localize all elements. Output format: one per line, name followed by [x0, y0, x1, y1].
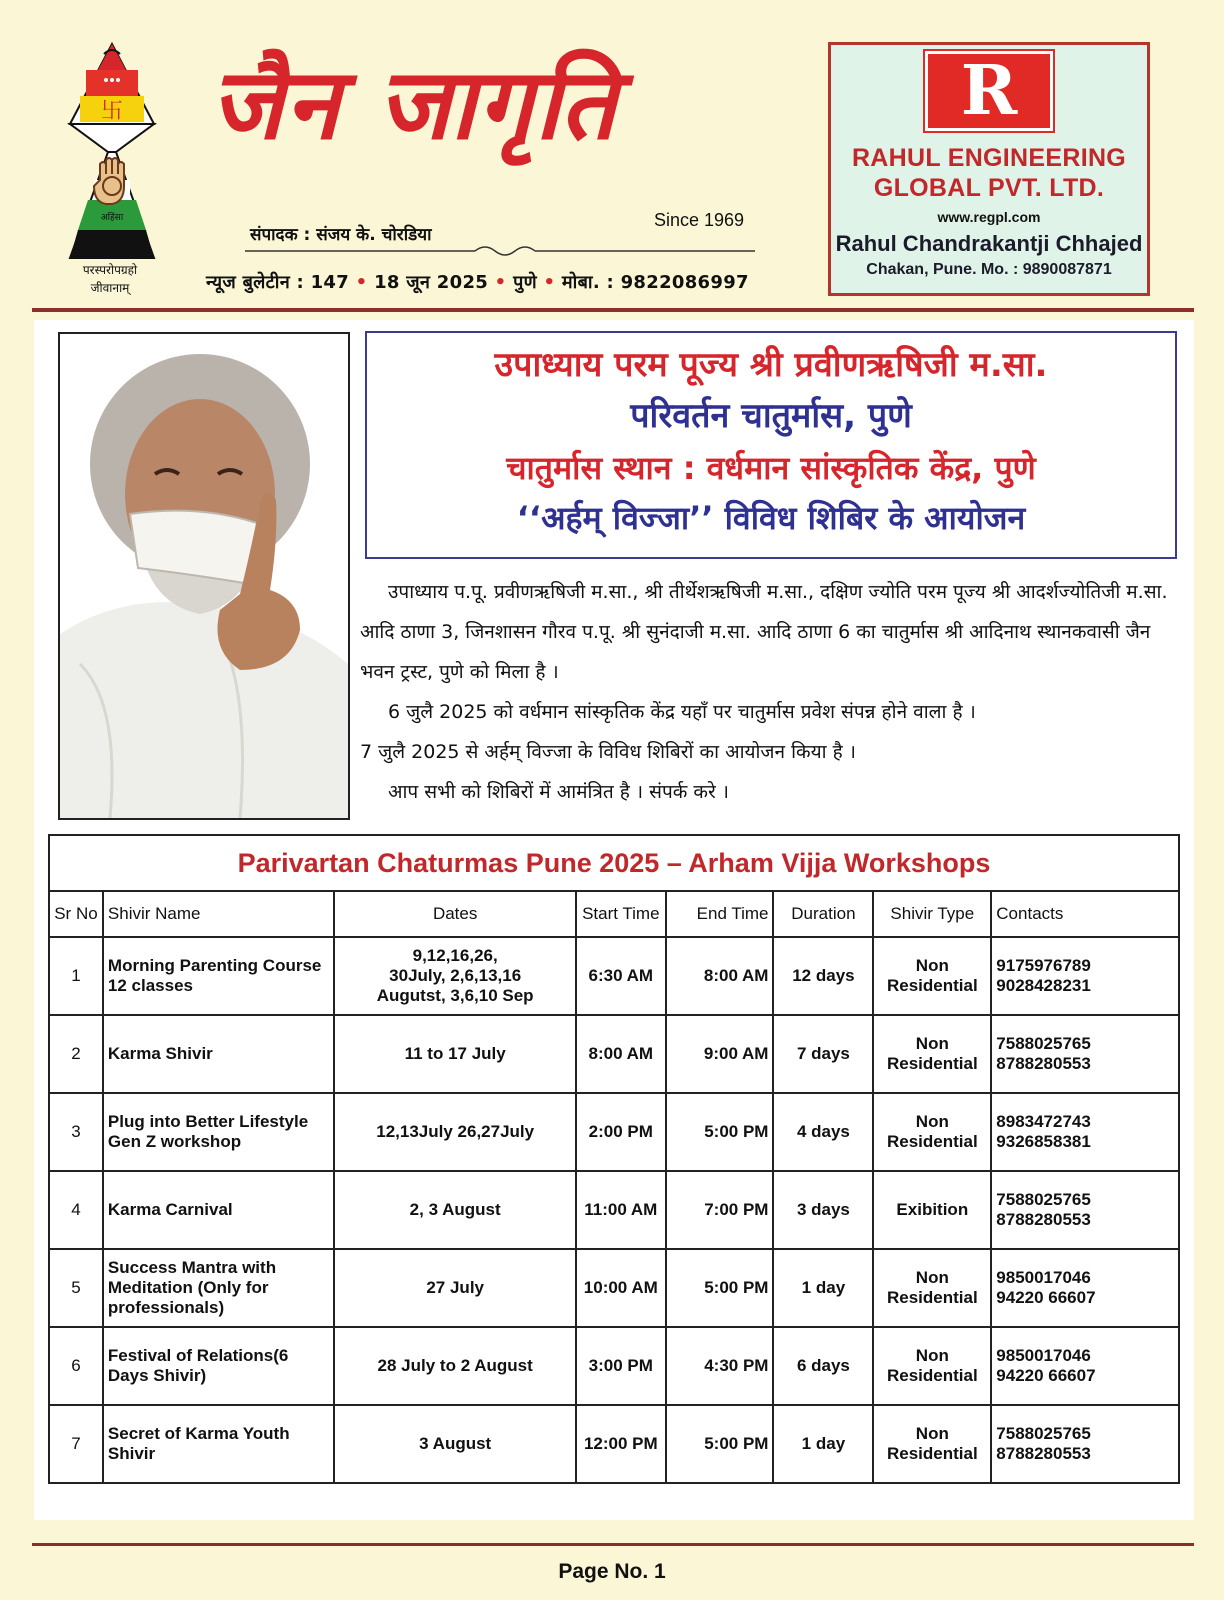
cell-shivir-name	[103, 937, 335, 1015]
cell-sr-no	[49, 937, 103, 1015]
svg-text:卐: 卐	[100, 99, 124, 124]
body-paragraph-2: 6 जुलै 2025 को वर्धमान सांस्कृतिक केंद्र यहाँ पर चातुर्मास प्रवेश संपन्न होने वाला है ।	[388, 701, 976, 723]
cell-shivir-name-line: Shivir	[107, 1444, 156, 1463]
bulletin-city: पुणे	[513, 272, 537, 293]
cell-duration-line: 12 days	[792, 966, 855, 985]
header-rule	[32, 308, 1194, 312]
cell-shivir-type-line: Non	[915, 1112, 949, 1131]
header-duration: Duration	[773, 891, 873, 937]
cell-end-time	[666, 1015, 774, 1093]
cell-duration-line: 6 days	[796, 1356, 850, 1375]
cell-duration-line: 7 days	[796, 1044, 850, 1063]
sponsor-company-line1: RAHUL ENGINEERING	[851, 144, 1127, 172]
cell-dates-line: 12,13July 26,27July	[376, 1122, 535, 1141]
cell-end-time-line: 8:00 AM	[703, 966, 769, 985]
cell-contacts	[991, 1249, 1179, 1327]
cell-contacts-line: 8788280553	[996, 1210, 1091, 1229]
cell-duration-line: 1 day	[801, 1278, 846, 1297]
bulletin-mobile: मोबा. : 9822086997	[561, 272, 749, 293]
table-caption: Parivartan Chaturmas Pune 2025 – Arham Vijja Workshops	[49, 835, 1179, 891]
cell-shivir-type	[873, 1015, 991, 1093]
table-header-row	[49, 891, 1179, 937]
cell-start-time-line: 11:00 AM	[584, 1200, 658, 1219]
cell-shivir-name-line: Days Shivir)	[107, 1366, 207, 1385]
header-contacts: Contacts	[991, 891, 1179, 937]
cell-shivir-name	[103, 1015, 335, 1093]
cell-shivir-name	[103, 1093, 335, 1171]
cell-sr-no-line: 6	[71, 1356, 81, 1375]
header-start-time: Start Time	[576, 891, 666, 937]
cell-shivir-type-line: Residential	[886, 1132, 978, 1151]
cell-shivir-type-line: Residential	[886, 1366, 978, 1385]
title-box	[365, 331, 1177, 559]
cell-shivir-name	[103, 1405, 335, 1483]
cell-sr-no	[49, 1171, 103, 1249]
cell-end-time	[666, 1171, 774, 1249]
cell-duration	[773, 1093, 873, 1171]
cell-end-time-line: 4:30 PM	[704, 1356, 769, 1375]
cell-shivir-name-line: Karma Shivir	[107, 1044, 213, 1063]
cell-start-time-line: 12:00 PM	[583, 1434, 658, 1453]
cell-duration	[773, 1171, 873, 1249]
cell-contacts-line: 9326858381	[996, 1132, 1091, 1151]
cell-duration	[773, 1327, 873, 1405]
table-row	[49, 937, 1179, 1015]
cell-start-time-line: 6:30 AM	[588, 966, 654, 985]
cell-start-time	[576, 1249, 666, 1327]
cell-shivir-name-line: Plug into Better Lifestyle	[107, 1112, 309, 1131]
sponsor-company-line2: GLOBAL PVT. LTD.	[873, 174, 1105, 202]
footer-rule	[32, 1543, 1194, 1546]
cell-start-time-line: 10:00 AM	[583, 1278, 658, 1297]
cell-sr-no	[49, 1249, 103, 1327]
cell-dates	[334, 937, 575, 1015]
bulletin-date: 18 जून 2025	[374, 272, 489, 293]
header-sr-no: Sr No	[49, 891, 103, 937]
cell-sr-no	[49, 1405, 103, 1483]
cell-duration-line: 3 days	[796, 1200, 850, 1219]
cell-shivir-name-line: Success Mantra with	[107, 1258, 277, 1277]
emblem-caption-line1: परस्परोपग्रहो	[82, 263, 138, 277]
cell-dates	[334, 1171, 575, 1249]
cell-shivir-name-line: Morning Parenting Course	[107, 956, 322, 975]
cell-dates-line: 9,12,16,26,	[412, 946, 498, 965]
cell-shivir-type-line: Residential	[886, 1288, 978, 1307]
masthead-title: जैन जागृति	[210, 47, 618, 162]
sponsor-ad	[828, 42, 1150, 296]
cell-duration	[773, 937, 873, 1015]
editor-line: संपादक : संजय के. चोरडिया	[250, 225, 432, 245]
cell-duration-line: 1 day	[801, 1434, 846, 1453]
body-paragraph-4: आप सभी को शिबिरों में आमंत्रित है । संपर्क करे ।	[388, 781, 730, 803]
cell-shivir-type	[873, 1171, 991, 1249]
cell-shivir-name	[103, 1327, 335, 1405]
sponsor-person: Rahul Chandrakantji Chhajed	[835, 231, 1143, 256]
bullet-dot: •	[543, 272, 556, 293]
cell-dates	[334, 1405, 575, 1483]
cell-start-time	[576, 1093, 666, 1171]
cell-shivir-type-line: Residential	[886, 1444, 978, 1463]
table-row	[49, 1093, 1179, 1171]
header-dates: Dates	[334, 891, 575, 937]
ornament-divider	[245, 244, 755, 258]
cell-start-time	[576, 1327, 666, 1405]
sponsor-address: Chakan, Pune. Mo. : 9890087871	[866, 261, 1112, 278]
header-shivir-name: Shivir Name	[103, 891, 335, 937]
cell-end-time-line: 5:00 PM	[704, 1278, 769, 1297]
cell-contacts	[991, 1093, 1179, 1171]
cell-shivir-name-line: 12 classes	[107, 976, 193, 995]
cell-shivir-name	[103, 1249, 335, 1327]
cell-shivir-type	[873, 1249, 991, 1327]
cell-contacts	[991, 1327, 1179, 1405]
sponsor-website: www.regpl.com	[937, 209, 1041, 225]
cell-shivir-type	[873, 1093, 991, 1171]
cell-shivir-name-line: professionals)	[107, 1298, 225, 1317]
page-number: Page No. 1	[558, 1560, 666, 1583]
cell-contacts-line: 94220 66607	[996, 1288, 1096, 1307]
bulletin-line	[206, 270, 749, 294]
cell-shivir-type-line: Non	[915, 1268, 949, 1287]
title-line2: परिवर्तन चातुर्मास, पुणे	[630, 396, 912, 436]
cell-end-time	[666, 1249, 774, 1327]
cell-shivir-name	[103, 1171, 335, 1249]
cell-end-time	[666, 937, 774, 1015]
cell-start-time	[576, 1015, 666, 1093]
cell-dates-line: 2, 3 August	[409, 1200, 501, 1219]
cell-contacts	[991, 937, 1179, 1015]
bulletin-number: न्यूज बुलेटीन : 147	[206, 272, 350, 293]
cell-sr-no-line: 1	[71, 966, 81, 985]
workshop-table	[48, 834, 1180, 1484]
cell-duration-line: 4 days	[796, 1122, 850, 1141]
cell-start-time-line: 3:00 PM	[588, 1356, 653, 1375]
cell-start-time	[576, 1405, 666, 1483]
cell-duration	[773, 1405, 873, 1483]
cell-dates	[334, 1015, 575, 1093]
cell-shivir-type-line: Non	[915, 1346, 949, 1365]
bullet-dot: •	[355, 272, 368, 293]
cell-dates-line: 27 July	[426, 1278, 484, 1297]
cell-duration	[773, 1015, 873, 1093]
cell-contacts-line: 8983472743	[996, 1112, 1091, 1131]
cell-shivir-type-line: Exibition	[896, 1200, 969, 1219]
cell-dates-line: 11 to 17 July	[404, 1044, 506, 1063]
cell-dates	[334, 1327, 575, 1405]
cell-shivir-type-line: Residential	[886, 976, 978, 995]
cell-start-time	[576, 1171, 666, 1249]
cell-start-time-line: 2:00 PM	[588, 1122, 653, 1141]
cell-contacts-line: 94220 66607	[996, 1366, 1096, 1385]
cell-dates	[334, 1093, 575, 1171]
cell-end-time-line: 5:00 PM	[704, 1434, 769, 1453]
sponsor-company	[831, 143, 1147, 203]
cell-end-time-line: 9:00 AM	[703, 1044, 769, 1063]
cell-shivir-type	[873, 1327, 991, 1405]
table-row	[49, 1249, 1179, 1327]
cell-contacts	[991, 1405, 1179, 1483]
cell-start-time-line: 8:00 AM	[588, 1044, 654, 1063]
cell-start-time	[576, 937, 666, 1015]
cell-end-time	[666, 1327, 774, 1405]
emblem-hand-text: अहिंसा	[100, 213, 124, 223]
table-row	[49, 1405, 1179, 1483]
cell-contacts	[991, 1171, 1179, 1249]
sponsor-logo: R	[925, 51, 1053, 131]
guru-photo	[58, 332, 350, 820]
cell-shivir-type-line: Non	[915, 956, 949, 975]
header-shivir-type: Shivir Type	[873, 891, 991, 937]
cell-duration	[773, 1249, 873, 1327]
body-paragraph-3: 7 जुलै 2025 से अर्हम् विज्जा के विविध शिबिरों का आयोजन किया है ।	[360, 741, 856, 763]
cell-dates-line: 3 August	[419, 1434, 492, 1453]
cell-shivir-type-line: Residential	[886, 1054, 978, 1073]
cell-dates-line: 28 July to 2 August	[377, 1356, 533, 1375]
emblem-caption-line2: जीवानाम्	[90, 281, 130, 295]
cell-contacts-line: 9028428231	[996, 976, 1091, 995]
title-line4: ‘‘अर्हम् विज्जा’’ विविध शिबिर के आयोजन	[516, 499, 1026, 537]
title-line1: उपाध्याय परम पूज्य श्री प्रवीणऋषिजी म.सा.	[494, 345, 1048, 385]
cell-shivir-name-line: Meditation (Only for	[107, 1278, 269, 1297]
cell-shivir-type-line: Non	[915, 1034, 949, 1053]
cell-sr-no	[49, 1093, 103, 1171]
table-row	[49, 1015, 1179, 1093]
table-row	[49, 1171, 1179, 1249]
since-label: Since 1969	[654, 210, 745, 230]
cell-end-time	[666, 1405, 774, 1483]
table-body	[49, 937, 1179, 1483]
cell-dates-line: 30July, 2,6,13,16	[389, 966, 522, 985]
cell-end-time-line: 5:00 PM	[704, 1122, 769, 1141]
cell-dates-line: Augutst, 3,6,10 Sep	[376, 986, 534, 1005]
body-paragraph-1: उपाध्याय प.पू. प्रवीणऋषिजी म.सा., श्री तीर्थेशऋषिजी म.सा., दक्षिण ज्योति परम पूज्य श्री आदर्शज्योतिजी म.सा. आदि ठाणा 3, जिनशासन गौरव प.पू. श्री सुनंदाजी म.सा. आदि ठाणा 6 का चातुर्मास श्री आदिनाथ स्थानकवासी जैन भवन ट्रस्ट, पुणे को मिला है ।	[360, 581, 1168, 683]
cell-contacts-line: 9850017046	[996, 1268, 1091, 1287]
header-end-time: End Time	[666, 891, 774, 937]
cell-sr-no-line: 4	[71, 1200, 81, 1219]
table-row	[49, 1327, 1179, 1405]
cell-contacts-line: 7588025765	[996, 1034, 1091, 1053]
cell-contacts-line: 7588025765	[996, 1190, 1091, 1209]
cell-contacts-line: 8788280553	[996, 1444, 1091, 1463]
title-line3: चातुर्मास स्थान : वर्धमान सांस्कृतिक केंद्र, पुणे	[506, 449, 1036, 487]
cell-end-time	[666, 1093, 774, 1171]
cell-shivir-type-line: Non	[915, 1424, 949, 1443]
cell-contacts	[991, 1015, 1179, 1093]
cell-shivir-name-line: Gen Z workshop	[107, 1132, 242, 1151]
cell-sr-no-line: 7	[71, 1434, 81, 1453]
cell-contacts-line: 7588025765	[996, 1424, 1091, 1443]
cell-shivir-type	[873, 1405, 991, 1483]
cell-sr-no-line: 2	[71, 1044, 81, 1063]
cell-end-time-line: 7:00 PM	[704, 1200, 769, 1219]
announcement-body	[360, 572, 1178, 812]
cell-contacts-line: 9175976789	[996, 956, 1091, 975]
bullet-dot: •	[494, 272, 507, 293]
cell-sr-no-line: 5	[71, 1278, 81, 1297]
cell-shivir-type	[873, 937, 991, 1015]
cell-sr-no-line: 3	[71, 1122, 81, 1141]
cell-contacts-line: 9850017046	[996, 1346, 1091, 1365]
cell-shivir-name-line: Secret of Karma Youth	[107, 1424, 290, 1443]
cell-shivir-name-line: Karma Carnival	[107, 1200, 233, 1219]
cell-dates	[334, 1249, 575, 1327]
cell-sr-no	[49, 1327, 103, 1405]
cell-sr-no	[49, 1015, 103, 1093]
cell-contacts-line: 8788280553	[996, 1054, 1091, 1073]
cell-shivir-name-line: Festival of Relations(6	[107, 1346, 289, 1365]
